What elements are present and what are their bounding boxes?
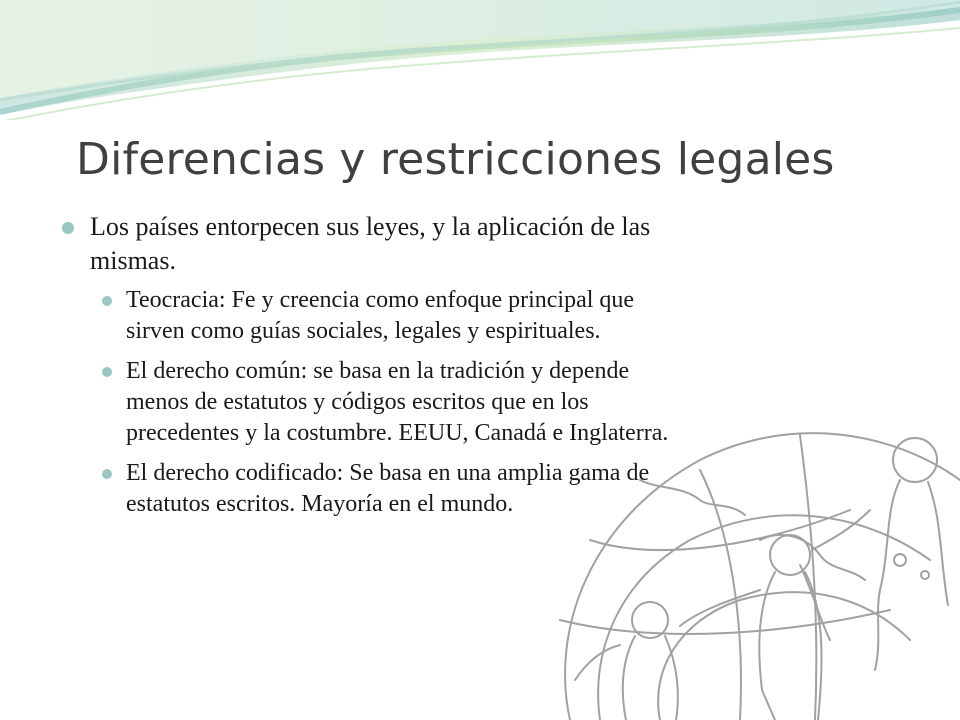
sub-bullet-text-line: Teocracia: Fe y creencia como enfoque principal que: [126, 287, 635, 313]
bullet-text-line: Los países entorpecen sus leyes, y la aplicación de las: [90, 212, 651, 241]
bullet-text-line: mismas.: [90, 246, 176, 275]
sub-bullet-text-line: sirven como guías sociales, legales y espirituales.: [126, 318, 601, 344]
sub-bullet-item: [126, 285, 908, 347]
bullet-item: [58, 210, 908, 278]
sub-bullet-marker: [102, 469, 112, 479]
slide-title: Diferencias y restricciones legales: [76, 134, 835, 185]
bullet-list: [58, 210, 908, 529]
sub-bullet-text-line: precedentes y la costumbre. EEUU, Canadá e Inglaterra.: [126, 420, 669, 446]
sub-bullet-list: [58, 285, 908, 520]
sub-bullet-marker: [102, 296, 112, 306]
sub-bullet-item: [126, 356, 908, 449]
header-wave-decoration: [0, 0, 960, 120]
sub-bullet-text-line: estatutos escritos. Mayoría en el mundo.: [126, 491, 514, 517]
sub-bullet-item: [126, 458, 908, 520]
sub-bullet-text-line: menos de estatutos y códigos escritos que en los: [126, 389, 589, 415]
sub-bullet-text-line: El derecho codificado: Se basa en una amplia gama de: [126, 460, 650, 486]
sub-bullet-text-line: El derecho común: se basa en la tradición y depende: [126, 358, 630, 384]
sub-bullet-marker: [102, 367, 112, 377]
bullet-marker: [62, 222, 74, 234]
